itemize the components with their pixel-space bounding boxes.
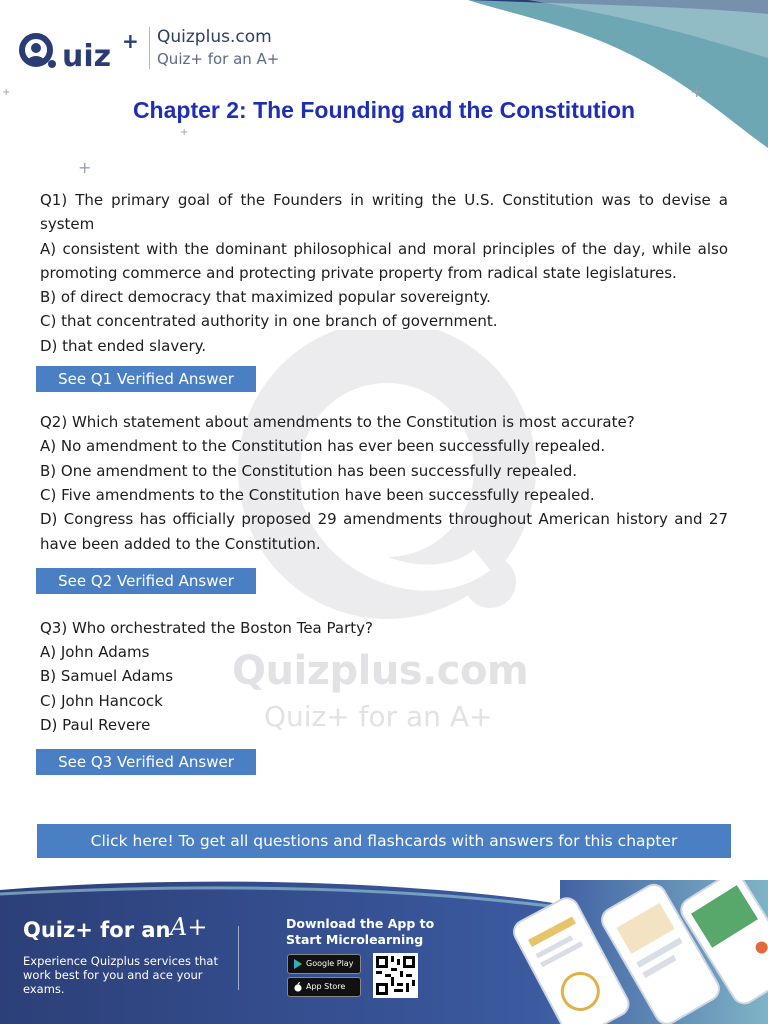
question-prompt: Q1) The primary goal of the Founders in writing the U.S. Constitution was to devise a system bbox=[40, 191, 728, 234]
question-prompt: Q2) Which statement about amendments to the Constitution is most accurate? bbox=[40, 413, 635, 432]
watermark-brand-name: Quizplus.com bbox=[232, 648, 529, 694]
plus-icon: + bbox=[690, 82, 704, 101]
question-option: C) John Hancock bbox=[40, 691, 163, 710]
question-prompt: Q3) Who orchestrated the Boston Tea Party? bbox=[40, 618, 373, 637]
question-option: B) of direct democracy that maximized popular sovereignty. bbox=[40, 288, 491, 307]
question-option: A) John Adams bbox=[40, 643, 150, 662]
question-option: C) Five amendments to the Constitution have been successfully repealed. bbox=[40, 485, 595, 504]
see-q2-answer-button[interactable]: See Q2 Verified Answer bbox=[36, 568, 256, 594]
question-option: C) that concentrated authority in one branch of government. bbox=[40, 312, 498, 331]
question-option: D) Paul Revere bbox=[40, 716, 151, 735]
google-play-label: Google Play bbox=[306, 959, 354, 968]
app-store-label: App Store bbox=[306, 982, 346, 991]
footer-banner bbox=[0, 880, 768, 1024]
footer-slogan: Quiz+ for an bbox=[23, 918, 171, 942]
get-all-questions-button[interactable]: Click here! To get all questions and flashcards with answers for this chapter bbox=[37, 824, 731, 858]
chapter-title: Chapter 2: The Founding and the Constitution bbox=[132, 97, 636, 123]
footer-description: Experience Quizplus services that work best for you and ace your exams. bbox=[23, 954, 218, 996]
qr-code-icon[interactable] bbox=[373, 953, 418, 998]
question-item bbox=[40, 188, 728, 392]
see-q3-answer-button[interactable]: See Q3 Verified Answer bbox=[36, 749, 256, 775]
plus-icon: + bbox=[2, 87, 11, 98]
apple-icon bbox=[293, 982, 303, 992]
see-q1-answer-button[interactable]: See Q1 Verified Answer bbox=[36, 366, 256, 392]
plus-icon: + bbox=[180, 127, 189, 138]
quiz-plus-logo-icon[interactable] bbox=[16, 26, 144, 78]
watermark-tagline: Quiz+ for an A+ bbox=[264, 700, 493, 733]
footer-download-text: Download the App to Start Microlearning bbox=[286, 916, 435, 947]
footer-aplus-mark: A+ bbox=[170, 913, 208, 941]
app-phones-illustration bbox=[508, 880, 768, 1024]
question-option: D) that ended slavery. bbox=[40, 336, 207, 355]
svg-text:uiz: uiz bbox=[62, 39, 112, 74]
footer-divider bbox=[238, 926, 239, 990]
plus-icon: + bbox=[78, 158, 92, 177]
app-store-badge[interactable] bbox=[287, 977, 361, 997]
question-list bbox=[40, 188, 728, 775]
question-item bbox=[40, 616, 728, 775]
header-wave-decoration bbox=[348, 0, 768, 150]
question-item bbox=[40, 410, 728, 594]
svg-text:+: + bbox=[122, 29, 139, 53]
question-option: B) Samuel Adams bbox=[40, 667, 174, 686]
question-option: D) Congress has officially proposed 29 amendments throughout American history and 27 have been added to the Constitution. bbox=[40, 510, 728, 553]
brand-tagline: Quiz+ for an A+ bbox=[157, 50, 280, 68]
google-play-icon bbox=[293, 959, 303, 969]
header-divider bbox=[149, 27, 150, 69]
google-play-badge[interactable] bbox=[287, 954, 361, 974]
question-option: B) One amendment to the Constitution has been successfully repealed. bbox=[40, 461, 578, 480]
question-option: A) consistent with the dominant philosophical and moral principles of the day, while also promoting commerce and protecting private property from radical state legislatures. bbox=[40, 239, 728, 282]
question-option: A) No amendment to the Constitution has ever been successfully repealed. bbox=[40, 437, 606, 456]
brand-name[interactable]: Quizplus.com bbox=[157, 27, 272, 47]
